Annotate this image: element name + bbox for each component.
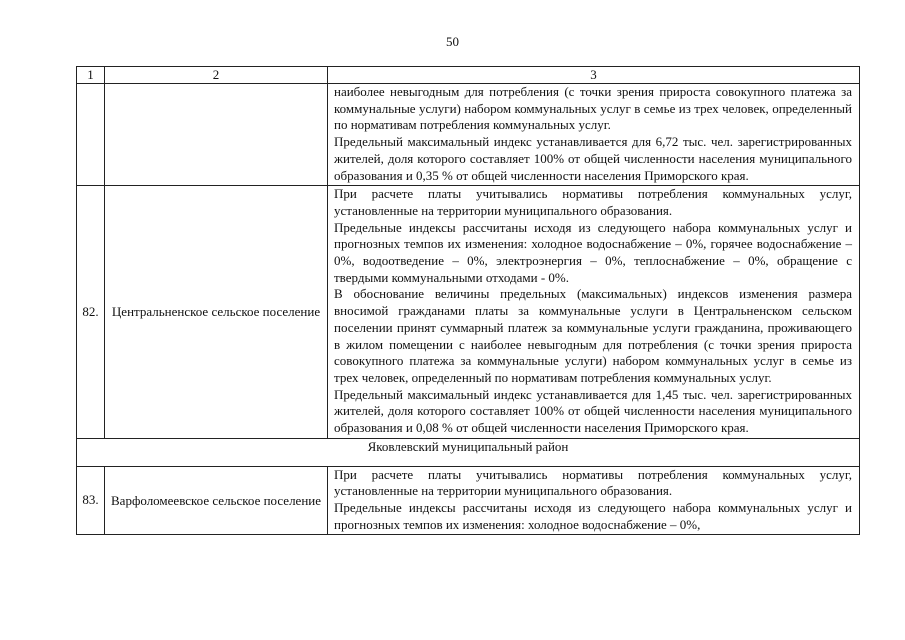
row-text-cell (328, 186, 860, 439)
document-table (76, 66, 860, 535)
region-row (77, 438, 860, 466)
column-header-1: 1 (77, 67, 105, 84)
table-row-continued (77, 84, 860, 186)
row-number: 83. (77, 466, 105, 534)
page-number: 50 (446, 34, 459, 49)
paragraph: В обоснование величины предельных (максимальных) индексов изменения размера вносимой гражданами платы за коммунальные услуги в Центральненском сельском поселении принят суммарный платеж за коммунальные услуги гражданина, проживающего в жилом помещении с наиболее невыгодным для потребления (с точки зрения прироста совокупного платежа за коммунальные услуги) набором коммунальных услуг в семье из трех человек, определенный по нормативам потребления коммунальных услуг. (334, 286, 852, 385)
row-text-cell (328, 84, 860, 186)
table-row-83 (77, 466, 860, 534)
column-header-3: 3 (328, 67, 860, 84)
paragraph: Предельный максимальный индекс устанавливается для 6,72 тыс. чел. зарегистрированных жителей, доля которого составляет 100% от общей численности населения муниципального образования и 0,35 % от общей численности населения Приморского края. (334, 134, 852, 183)
table-header-row (77, 67, 860, 84)
paragraph: Предельный максимальный индекс устанавливается для 1,45 тыс. чел. зарегистрированных жителей, доля которого составляет 100% от общей численности населения муниципального образования и 0,08 % от общей численности населения Приморского края. (334, 386, 852, 436)
column-header-2: 2 (105, 67, 328, 84)
paragraph: Предельные индексы рассчитаны исходя из следующего набора коммунальных услуг и прогнозных темпов их изменения: холодное водоснабжение – 0%, горячее водоснабжение – 0%, водоотведение – 0%, электроэнергия – 0%, теплоснабжение – 0%, обращение с твердыми коммунальными отходами - 0%. (334, 219, 852, 285)
municipality-name: Центральненское сельское поселение (105, 186, 328, 439)
row-number: 82. (77, 186, 105, 439)
paragraph: При расчете платы учитывались нормативы потребления коммунальных услуг, установленные на территории муниципального образования. (334, 186, 852, 218)
paragraph: При расчете платы учитывались нормативы потребления коммунальных услуг, установленные на территории муниципального образования. (334, 466, 852, 499)
paragraph: Предельные индексы рассчитаны исходя из следующего набора коммунальных услуг и прогнозных темпов их изменения: холодное водоснабжение – 0%, (334, 500, 852, 532)
table-row-82 (77, 186, 860, 439)
municipality-name: Варфоломеевское сельское поселение (105, 466, 328, 534)
row-text-cell (328, 466, 860, 534)
paragraph: наиболее невыгодным для потребления (с точки зрения прироста совокупного платежа за коммунальные услуги) набором коммунальных услуг в семье из трех человек, определенный по нормативам потребления коммунальных услуг. (334, 84, 852, 133)
row-number-cell (77, 84, 105, 186)
region-title: Яковлевский муниципальный район (77, 438, 860, 466)
row-name-cell (105, 84, 328, 186)
